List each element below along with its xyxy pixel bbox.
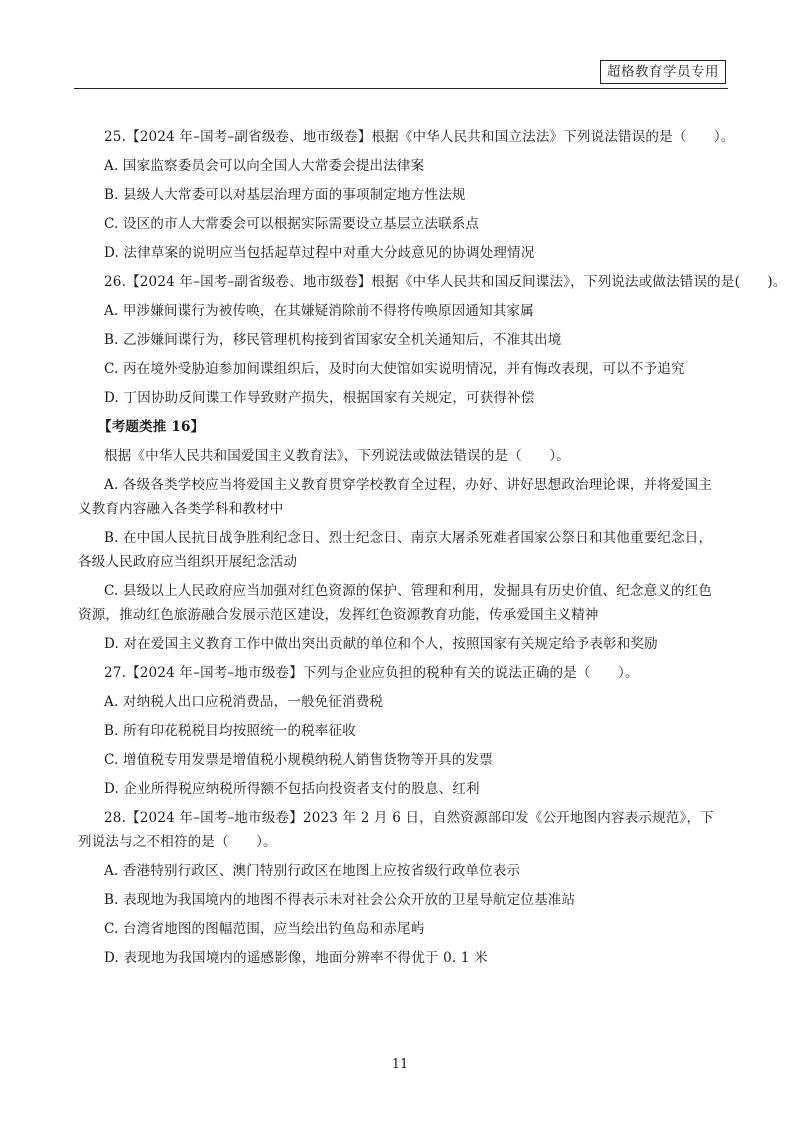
answer-option: C. 设区的市人大常委会可以根据实际需要设立基层立法联系点 xyxy=(104,216,480,232)
answer-option: C. 台湾省地图的图幅范围，应当绘出钓鱼岛和赤尾屿 xyxy=(104,921,425,937)
page-number: 11 xyxy=(391,1057,409,1072)
wrapped-paragraph: 28.【2024 年–国考–地市级卷】2023 年 2 月 6 日，自然资源部印发《公开地图内容表示规范》，下列说法与之不相符的是（ ）。 xyxy=(78,810,714,850)
answer-option: B. 乙涉嫌间谍行为，移民管理机构接到省国家安全机关通知后，不准其出境 xyxy=(104,332,562,348)
answer-option: D. 企业所得税应纳税所得额不包括向投资者支付的股息、红利 xyxy=(104,781,480,797)
answer-option: A. 香港特别行政区、澳门特别行政区在地图上应按省级行政单位表示 xyxy=(104,863,521,879)
wrapped-paragraph: B. 在中国人民抗日战争胜利纪念日、烈士纪念日、南京大屠杀死难者国家公祭日和其他重要纪念日，各级人民政府应当组织开展纪念活动 xyxy=(78,530,713,570)
header-divider xyxy=(74,88,728,89)
wrapped-paragraph: C. 县级以上人民政府应当加强对红色资源的保护、管理和利用，发掘具有历史价值、纪念意义的红色资源，推动红色旅游融合发展示范区建设，发挥红色资源教育功能，传承爱国主义精神 xyxy=(78,583,713,623)
answer-option: D. 表现地为我国境内的遥感影像，地面分辨率不得优于 0. 1 米 xyxy=(104,950,488,966)
question-stem: 25.【2024 年–国考–副省级卷、地市级卷】根据《中华人民共和国立法法》下列说法错误的是（ ）。 xyxy=(104,129,735,145)
question-stem: 26.【2024 年–国考–副省级卷、地市级卷】根据《中华人民共和国反间谍法》，下列说法或做法错误的是( )。 xyxy=(104,274,787,290)
answer-option: B. 所有印花税税目均按照统一的税率征收 xyxy=(104,723,357,739)
document-body xyxy=(78,125,787,975)
header-tag: 超格教育学员专用 xyxy=(600,60,726,84)
section-heading: 【考题类推 16】 xyxy=(98,419,205,435)
answer-option: C. 增值税专用发票是增值税小规模纳税人销售货物等开具的发票 xyxy=(104,752,493,768)
question-stem: 27.【2024 年–国考–地市级卷】下列与企业应负担的税种有关的说法正确的是（ ）。 xyxy=(104,665,639,681)
question-stem: 根据《中华人民共和国爱国主义教育法》，下列说法或做法错误的是（ ）。 xyxy=(104,448,570,464)
answer-option: B. 表现地为我国境内的地图不得表示未对社会公众开放的卫星导航定位基准站 xyxy=(104,892,576,908)
answer-option: D. 丁因协助反间谍工作导致财产损失，根据国家有关规定，可获得补偿 xyxy=(104,390,535,406)
answer-option: C. 丙在境外受胁迫参加间谍组织后，及时向大使馆如实说明情况，并有悔改表现，可以不予追究 xyxy=(104,361,685,377)
answer-option: D. 对在爱国主义教育工作中做出突出贡献的单位和个人，按照国家有关规定给予表彰和奖励 xyxy=(104,636,658,652)
answer-option: D. 法律草案的说明应当包括起草过程中对重大分歧意见的协调处理情况 xyxy=(104,245,535,261)
answer-option: A. 对纳税人出口应税消费品，一般免征消费税 xyxy=(104,694,384,710)
answer-option: B. 县级人大常委可以对基层治理方面的事项制定地方性法规 xyxy=(104,187,466,203)
answer-option: A. 甲涉嫌间谍行为被传唤，在其嫌疑消除前不得将传唤原因通知其家属 xyxy=(104,303,534,319)
wrapped-paragraph: A. 各级各类学校应当将爱国主义教育贯穿学校教育全过程，办好、讲好思想政治理论课，并将爱国主义教育内容融入各类学科和教材中 xyxy=(78,477,713,517)
answer-option: A. 国家监察委员会可以向全国人大常委会提出法律案 xyxy=(104,158,425,174)
